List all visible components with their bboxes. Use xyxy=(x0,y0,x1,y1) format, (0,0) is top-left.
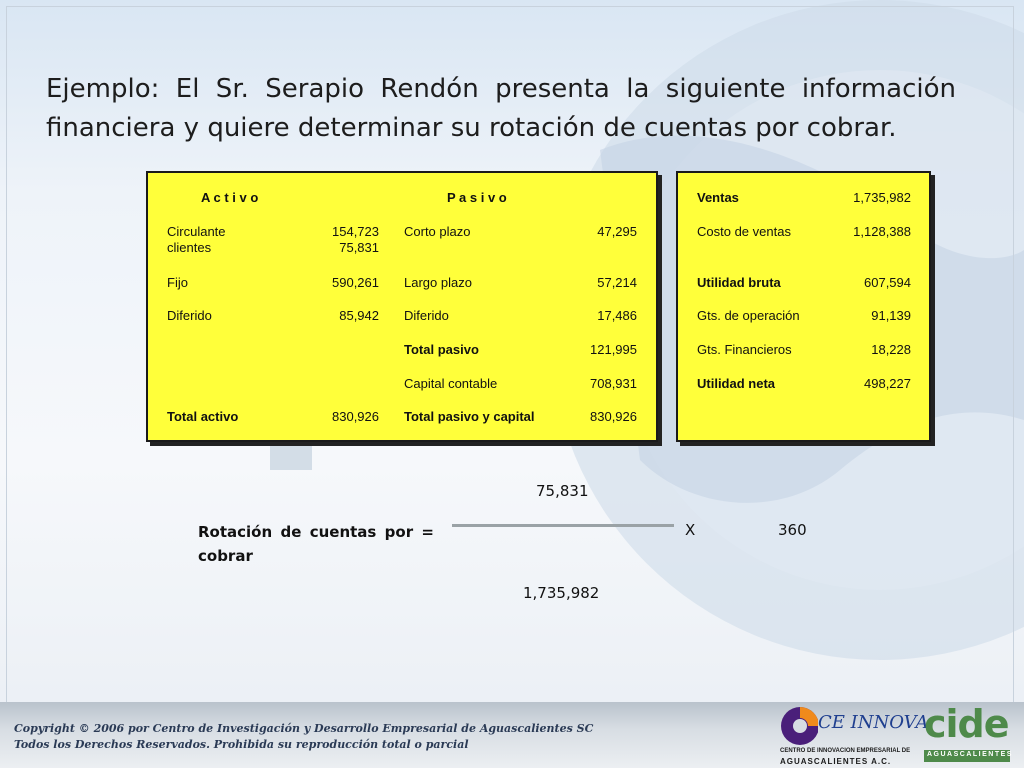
income-value: 1,128,388 xyxy=(853,224,911,239)
pasivo-value: 47,295 xyxy=(597,224,637,239)
activo-value: 75,831 xyxy=(339,240,379,255)
income-label: Ventas xyxy=(697,190,739,205)
pasivo-value: 57,214 xyxy=(597,275,637,290)
slide-title: Ejemplo: El Sr. Serapio Rendón presenta la siguiente información financiera y quiere determinar su rotación de cuentas por cobrar. xyxy=(46,74,956,143)
activo-label: Fijo xyxy=(167,275,188,290)
ce-innova-emblem-icon xyxy=(778,704,818,748)
ce-innova-wordmark: CE INNOVA xyxy=(818,712,929,733)
pasivo-label: Corto plazo xyxy=(404,224,471,239)
pasivo-label: Capital contable xyxy=(404,376,498,391)
pasivo-label: Largo plazo xyxy=(404,275,472,290)
formula-label xyxy=(198,520,434,568)
balance-sheet-table xyxy=(146,171,658,442)
pasivo-value: 708,931 xyxy=(590,376,637,391)
pasivo-label: Total pasivo xyxy=(404,342,479,357)
pasivo-label: Diferido xyxy=(404,308,449,323)
footer-bar xyxy=(0,702,1024,768)
income-value: 607,594 xyxy=(864,275,911,290)
formula-numerator: 75,831 xyxy=(536,482,589,500)
activo-value: 590,261 xyxy=(332,275,379,290)
cide-wordmark: cide xyxy=(924,702,1009,746)
income-label: Costo de ventas xyxy=(697,224,791,239)
copyright-line2: Todos los Derechos Reservados. Prohibida su reproducción total o parcial xyxy=(14,738,469,751)
activo-label: Circulante xyxy=(167,224,226,239)
activo-label: clientes xyxy=(167,240,212,255)
activo-value: 154,723 xyxy=(332,224,379,239)
activo-label: Diferido xyxy=(167,308,212,323)
income-label: Utilidad bruta xyxy=(697,275,781,290)
income-value: 498,227 xyxy=(864,376,911,391)
cide-caption-bar xyxy=(924,750,1013,762)
fraction-line xyxy=(452,524,674,527)
formula-label-line2: cobrar xyxy=(198,547,253,565)
ce-innova-caption2: AGUASCALIENTES A.C. xyxy=(780,757,892,766)
income-value: 91,139 xyxy=(871,308,911,323)
formula-factor: 360 xyxy=(778,521,807,539)
income-value: 1,735,982 xyxy=(853,190,911,205)
income-value: 18,228 xyxy=(871,342,911,357)
pasivo-label: Total pasivo y capital xyxy=(404,409,535,424)
formula-times: X xyxy=(685,521,696,539)
income-label: Gts. de operación xyxy=(697,308,800,323)
activo-label: Total activo xyxy=(167,409,239,424)
income-statement-table xyxy=(676,171,931,442)
copyright-line1: Copyright © 2006 por Centro de Investigación y Desarrollo Empresarial de Aguascalientes SC xyxy=(14,722,594,735)
activo-value: 85,942 xyxy=(339,308,379,323)
cide-logo xyxy=(922,702,1014,766)
pasivo-value: 121,995 xyxy=(590,342,637,357)
income-label: Gts. Financieros xyxy=(697,342,792,357)
pasivo-value: 17,486 xyxy=(597,308,637,323)
pasivo-value: 830,926 xyxy=(590,409,637,424)
formula-label-line1: Rotación de cuentas por = xyxy=(198,523,434,541)
ce-innova-caption1: CENTRO DE INNOVACION EMPRESARIAL DE xyxy=(780,748,911,754)
income-label: Utilidad neta xyxy=(697,376,776,391)
formula-denominator: 1,735,982 xyxy=(523,584,600,602)
cide-caption: AGUASCALIENTES xyxy=(927,751,1013,758)
pasivo-header: P a s i v o xyxy=(447,190,507,205)
activo-value: 830,926 xyxy=(332,409,379,424)
ce-innova-logo xyxy=(776,702,929,768)
activo-header: A c t i v o xyxy=(201,190,259,205)
